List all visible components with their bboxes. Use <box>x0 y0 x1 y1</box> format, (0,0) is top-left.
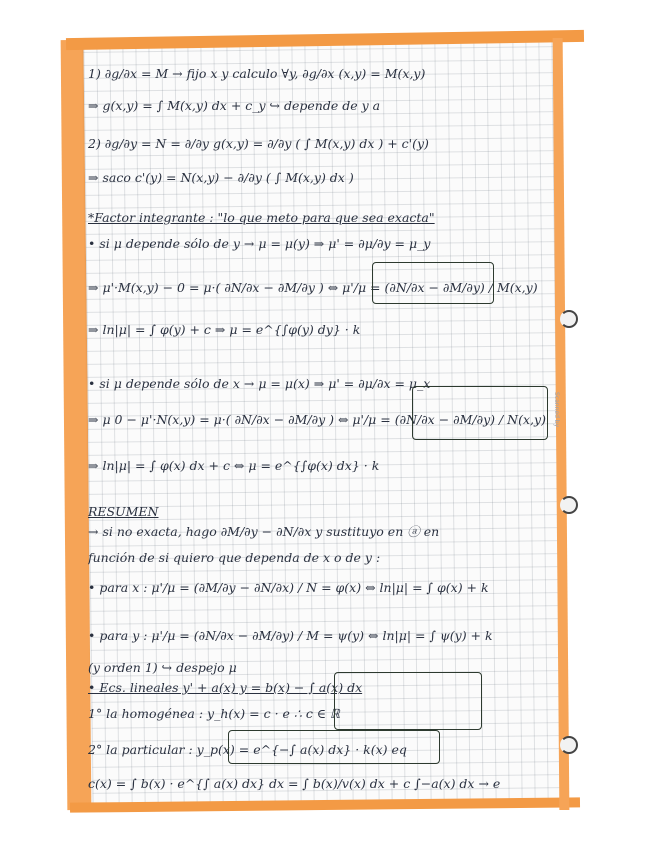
binder-hole-icon <box>560 736 578 754</box>
note-line: ⇒ μ'·M(x,y) − 0 = μ·( ∂N/∂x − ∂M/∂y ) ⇔ μ'/μ = (∂N/∂x − ∂M/∂y) / M(x,y) <box>88 280 538 295</box>
section-heading: RESUMEN <box>88 504 159 519</box>
boxed-formula <box>228 730 440 764</box>
scanner-stamp: Scanned by <box>553 392 560 428</box>
note-line: • para x : μ'/μ = (∂M/∂y − ∂N/∂x) / N = φ(x) ⇔ ln|μ| = ∫ φ(x) + k <box>88 580 489 595</box>
note-line: 2° la particular : y_p(x) = e^{−∫ a(x) dx} · k(x) eq <box>88 742 407 757</box>
boxed-formula <box>372 262 494 304</box>
note-line: ⇒ μ 0 − μ'·N(x,y) = μ·( ∂N/∂x − ∂M/∂y ) ⇔ μ'/μ = (∂N/∂x − ∂M/∂y) / N(x,y) <box>88 412 546 427</box>
note-line: ⇒ g(x,y) = ∫ M(x,y) dx + c_y ↪ depende de y a <box>88 98 381 113</box>
boxed-formula <box>412 386 548 440</box>
note-line: c(x) = ∫ b(x) · e^{∫ a(x) dx} dx = ∫ b(x)/v(x) dx + c ∫−a(x) dx → e <box>88 776 501 791</box>
section-heading: *Factor integrante : "lo que meto para que sea exacta" <box>88 210 435 225</box>
note-line: ⇒ ln|μ| = ∫ φ(x) dx + c ⇔ μ = e^{∫φ(x) dx} · k <box>88 458 380 473</box>
note-line: (y orden 1) ↪ despejo μ <box>88 660 237 675</box>
note-line: • si μ depende sólo de y → μ = μ(y) ⇒ μ' = ∂μ/∂y = μ_y <box>88 236 431 251</box>
note-line: 1) ∂g/∂x = M → fijo x y calculo ∀y, ∂g/∂x (x,y) = M(x,y) <box>88 66 426 81</box>
binder-hole-icon <box>560 310 578 328</box>
boxed-formula <box>334 672 482 730</box>
binder-hole-icon <box>560 496 578 514</box>
note-line: 2) ∂g/∂y = N = ∂/∂y g(x,y) = ∂/∂y ( ∫ M(x,y) dx ) + c'(y) <box>88 136 429 151</box>
note-line: función de si quiero que dependa de x o de y : <box>88 550 381 565</box>
note-line: ⇒ saco c'(y) = N(x,y) − ∂/∂y ( ∫ M(x,y) dx ) <box>88 170 354 185</box>
note-line: 1° la homogénea : y_h(x) = c · e ∴ c ∈ ℝ <box>88 706 340 721</box>
note-line: ⇒ ln|μ| = ∫ φ(y) + c ⇒ μ = e^{∫φ(y) dy} · k <box>88 322 361 337</box>
note-line: • si μ depende sólo de x → μ = μ(x) ⇒ μ' = ∂μ/∂x = μ_x <box>88 376 431 391</box>
note-line: → si no exacta, hago ∂M/∂y − ∂N/∂x y sustituyo en ⓐ en <box>88 524 440 539</box>
note-line: • para y : μ'/μ = (∂N/∂x − ∂M/∂y) / M = ψ(y) ⇔ ln|μ| = ∫ ψ(y) + k <box>88 628 493 643</box>
section-heading: • Ecs. lineales y' + a(x) y = b(x) − ∫ a(x) dx <box>88 680 363 695</box>
